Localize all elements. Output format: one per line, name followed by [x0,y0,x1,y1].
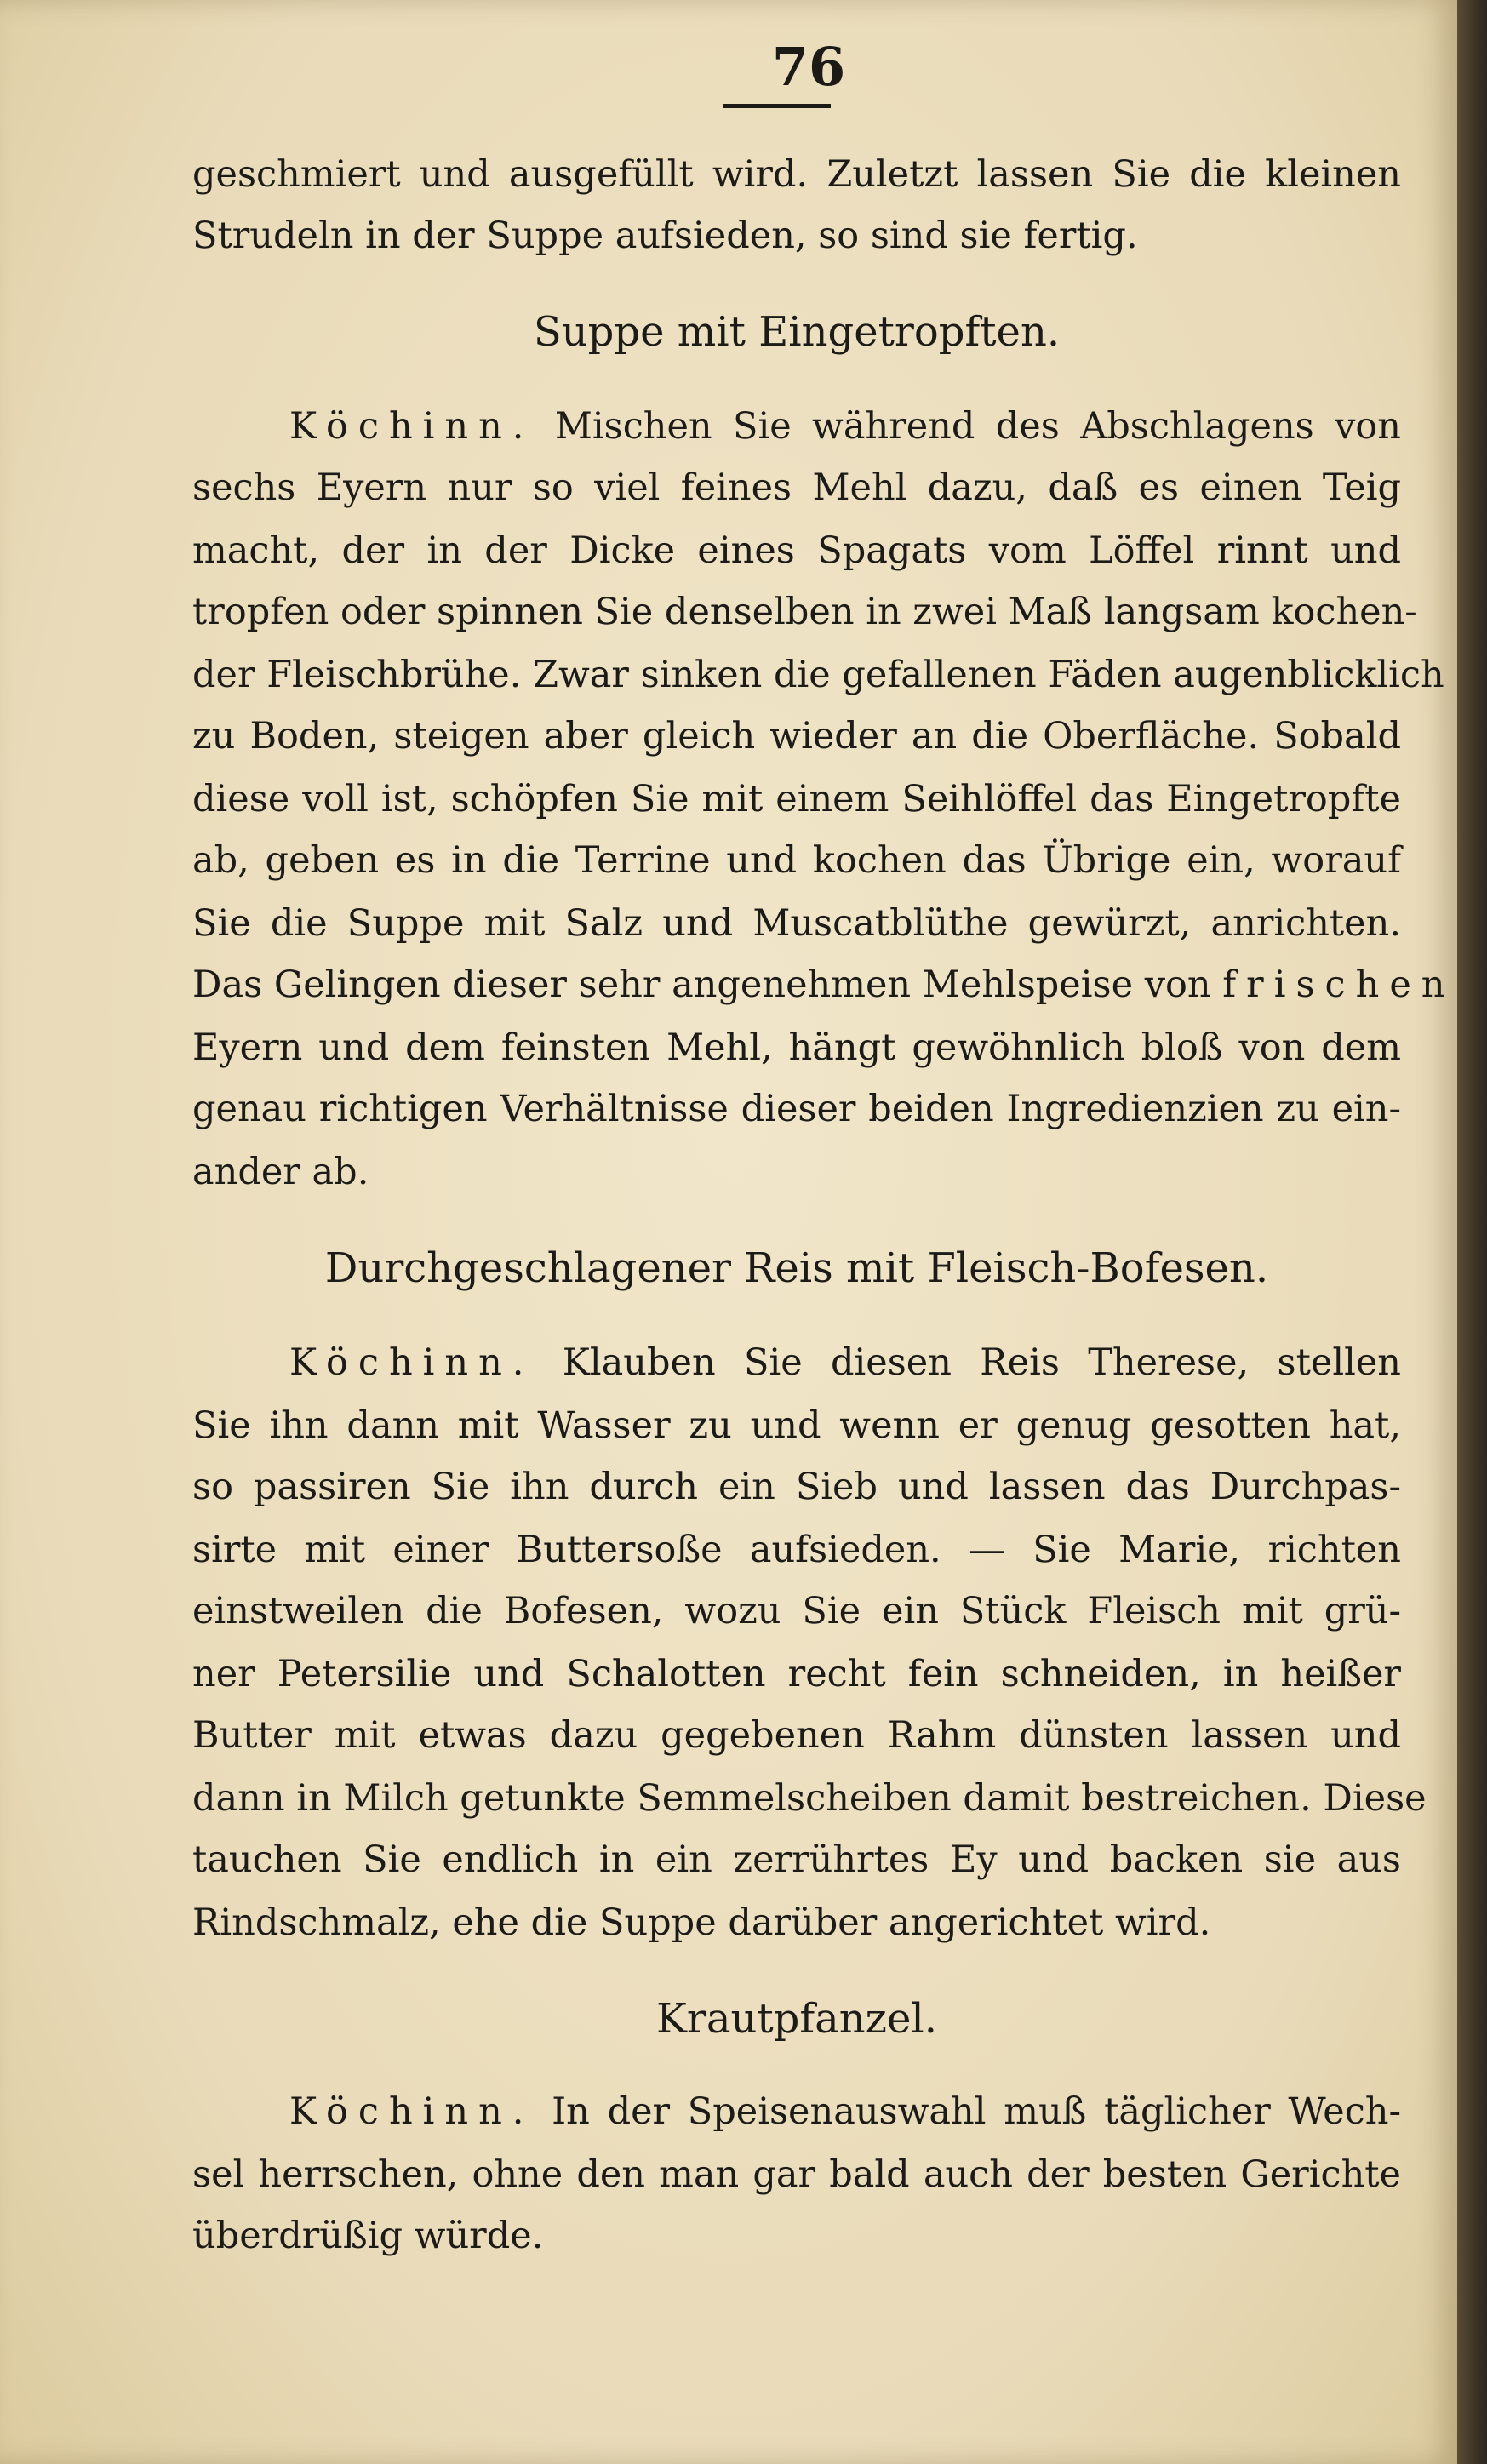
text-line: so passiren Sie ihn durch ein Sieb und lassen das Durchpas- [192,1466,1401,1508]
text-line: Rindschmalz, ehe die Suppe darüber angerichtet wird. [192,1901,1211,1944]
text-line: macht, der in der Dicke eines Spagats vom Löffel rinnt und [192,529,1401,572]
text-line: Sie die Suppe mit Salz und Muscatblüthe gewürzt, anrichten. [192,902,1401,945]
text-line: geschmiert und ausgefüllt wird. Zuletzt lassen Sie die kleinen [192,153,1401,196]
text-line: einstweilen die Bofesen, wozu Sie ein Stück Fleisch mit grü- [192,1590,1401,1632]
paragraph-first-line [289,2090,1401,2133]
text-run: Das Gelingen dieser sehr angenehmen Mehlspeise von [192,963,1211,1006]
speaker-label: Köchinn. [289,405,535,448]
section-heading: Durchgeschlagener Reis mit Fleisch-Bofesen. [324,1244,1269,1292]
text-line: sirte mit einer Buttersoße aufsieden. — Sie Marie, richten [192,1529,1401,1571]
book-spine-edge [1457,0,1487,2464]
page-number: 76 [771,36,846,98]
text-line: ner Petersilie und Schalotten recht fein schneiden, in heißer [192,1653,1401,1695]
text-line: der Fleischbrühe. Zwar sinken die gefallenen Fäden augenblicklich [192,654,1444,696]
text-line: Eyern und dem feinsten Mehl, hängt gewöhnlich bloß von dem [192,1026,1401,1069]
text-line: Strudeln in der Suppe aufsieden, so sind sie fertig. [192,214,1138,257]
text-run: In der Speisenauswahl muß täglicher Wech- [552,2090,1401,2133]
text-line: Butter mit etwas dazu gegebenen Rahm dünsten lassen und [192,1714,1401,1757]
text-line: Sie ihn dann mit Wasser zu und wenn er genug gesotten hat, [192,1404,1401,1447]
text-line: ab, geben es in die Terrine und kochen das Übrige ein, worauf [192,839,1401,882]
speaker-label: Köchinn. [289,2090,535,2133]
paragraph-first-line [289,1341,1401,1384]
text-line: tropfen oder spinnen Sie denselben in zwei Maß langsam kochen- [192,591,1417,633]
text-run: Mischen Sie während des Abschlagens von [554,405,1401,448]
section-heading: Krautpfanzel. [656,1995,937,2043]
page-number-underline [723,104,831,108]
text-run: Klauben Sie diesen Reis Therese, stellen [562,1341,1402,1384]
text-line: zu Boden, steigen aber gleich wieder an die Oberfläche. Sobald [192,715,1401,757]
text-line: sechs Eyern nur so viel feines Mehl dazu, daß es einen Teig [192,466,1401,509]
text-line: dann in Milch getunkte Semmelscheiben damit bestreichen. Diese [192,1777,1427,1820]
text-line: genau richtigen Verhältnisse dieser beiden Ingredienzien zu ein- [192,1088,1401,1130]
text-line: sel herrschen, ohne den man gar bald auch der besten Gerichte [192,2153,1401,2196]
text-line: überdrüßig würde. [192,2215,544,2257]
text-line [192,963,1456,1006]
text-line: tauchen Sie endlich in ein zerrührtes Ey und backen sie aus [192,1838,1401,1881]
emphasized-word: frischen [1222,963,1456,1006]
text-line: diese voll ist, schöpfen Sie mit einem Seihlöffel das Eingetropfte [192,778,1401,820]
paragraph-first-line [289,405,1401,448]
section-heading: Suppe mit Eingetropften. [533,308,1061,356]
text-line: ander ab. [192,1151,369,1193]
speaker-label: Köchinn. [289,1341,535,1384]
